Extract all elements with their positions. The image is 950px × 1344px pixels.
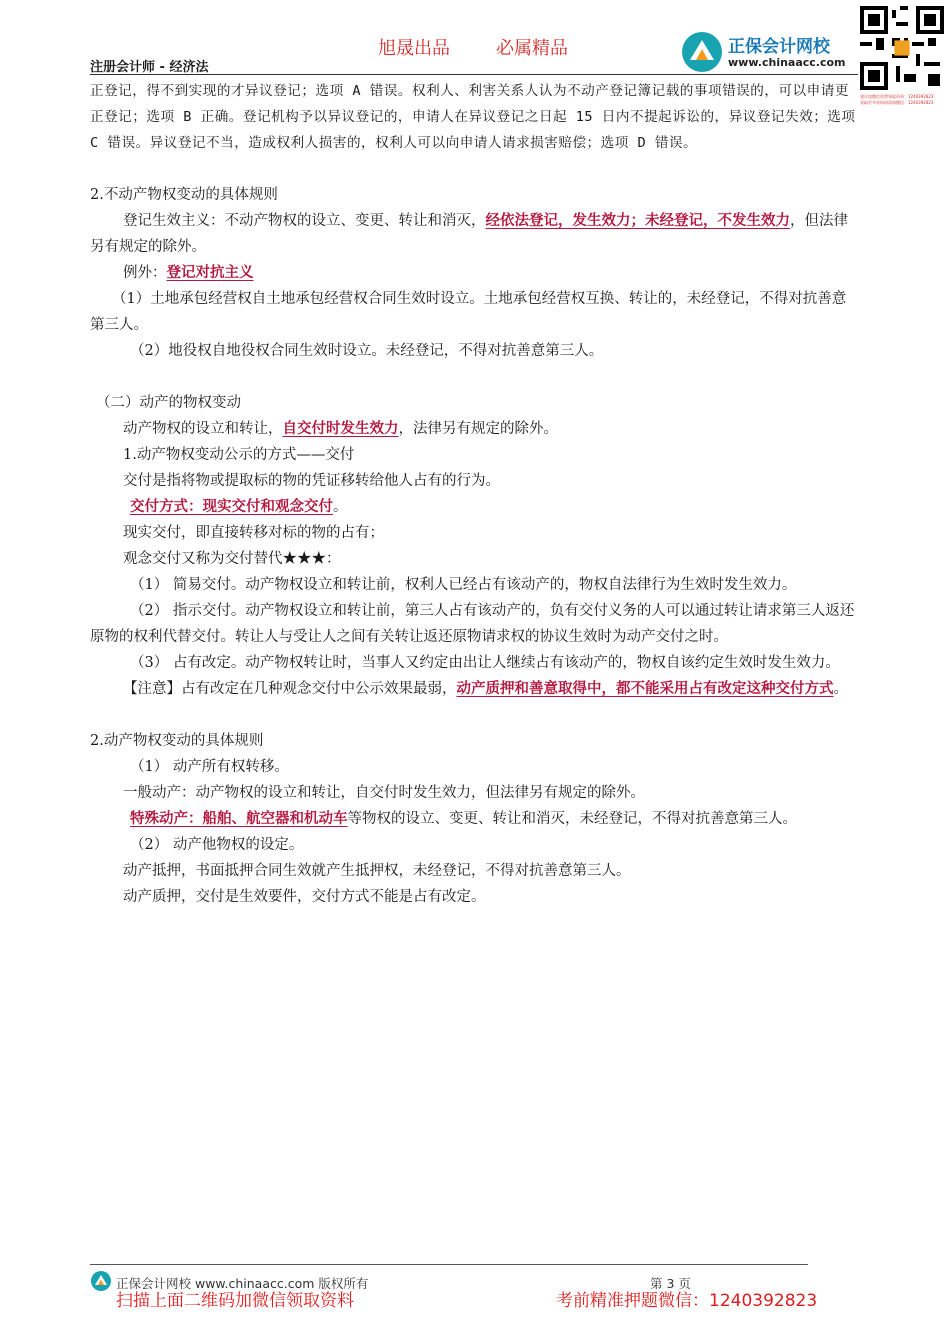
paragraph-exception: 例外：登记对抗主义 [123, 264, 254, 281]
paragraph-other-rights: （2） 动产他物权的设定。 [130, 837, 304, 853]
qr-code-icon[interactable] [860, 6, 944, 90]
highlight-special-movable: 特殊动产：船舶、航空器和机动车 [130, 810, 348, 827]
document-body [90, 78, 856, 910]
slogan-right: 必属精品 [496, 38, 568, 59]
brand-logo[interactable] [680, 30, 860, 74]
promo-wechat-left: 扫描上面二维码加微信领取资料 [116, 1291, 354, 1311]
paragraph-registration: 登记生效主义：不动产物权的设立、变更、转让和消灭，经依法登记，发生效力；未经登记，不发生效力，但法律另有规定的除外。 [90, 212, 848, 255]
paragraph-note: 【注意】占有改定在几种观念交付中公示效果最弱，动产质押和善意取得中，都不能采用占有改定这种交付方式。 [123, 680, 848, 697]
heading-publicity: 1.动产物权变动公示的方式——交付 [123, 447, 355, 463]
page-number: 第 3 页 [650, 1276, 691, 1291]
heading-immovable-rules: 2.不动产物权变动的具体规则 [90, 187, 278, 203]
promo-wechat-right: 考前精准押题微信：1240392823 [556, 1291, 818, 1311]
paragraph-special-movable: 特殊动产：船舶、航空器和机动车等物权的设立、变更、转让和消灭，未经登记，不得对抗善意第三人。 [130, 810, 797, 827]
footer-divider [90, 1264, 808, 1265]
paragraph-ownership-transfer: （1） 动产所有权转移。 [130, 759, 289, 775]
paragraph-general-movable: 一般动产：动产物权的设立和转让，自交付时发生效力，但法律另有规定的除外。 [123, 785, 645, 801]
logo-name: 正保会计网校 [728, 37, 830, 57]
paragraph-land-contract: （1）土地承包经营权自土地承包经营权合同生效时设立。土地承包经营权互换、转让的，未经登记，不得对抗善意第三人。 [90, 291, 847, 333]
slogan-left: 旭晟出品 [378, 38, 450, 59]
paragraph-easement: （2）地役权自地役权合同生效时设立。未经登记，不得对抗善意第三人。 [130, 343, 604, 359]
chinaacc-logo-icon [680, 30, 724, 74]
highlight-movable: 自交付时发生效力 [282, 420, 399, 437]
heading-movable: （二）动产的物权变动 [96, 395, 241, 411]
paragraph-simple-delivery: （1） 简易交付。动产物权设立和转让前，权利人已经占有该动产的，物权自法律行为生效时发生效力。 [130, 577, 797, 593]
paragraph-mortgage: 动产抵押，书面抵押合同生效就产生抵押权，未经登记，不得对抗善意第三人。 [123, 863, 631, 879]
highlight-registration: 经依法登记，发生效力；未经登记，不发生效力 [485, 212, 790, 229]
highlight-delivery-methods: 交付方式：现实交付和观念交付 [130, 498, 333, 515]
paragraph-notional-delivery: 观念交付又称为交付替代★★★： [123, 551, 341, 567]
highlight-exception: 登记对抗主义 [166, 264, 254, 281]
highlight-note: 动产质押和善意取得中，都不能采用占有改定这种交付方式 [456, 680, 834, 697]
paragraph-possession-change: （3） 占有改定。动产物权转让时，当事人又约定由出让人继续占有该动产的，物权自该约定生效时发生效力。 [130, 655, 840, 671]
header-divider [90, 74, 858, 75]
paragraph-pledge: 动产质押，交付是生效要件，交付方式不能是占有改定。 [123, 889, 486, 905]
footer-copyright: 正保会计网校 www.chinaacc.com 版权所有 [116, 1276, 369, 1291]
paragraph-delivery-methods: 交付方式：现实交付和观念交付。 [130, 498, 348, 515]
intro-paragraph: 正登记，得不到实现的才异议登记；选项 A 错误。权利人、利害关系人认为不动产登记簿记载的事项错误的，可以申请更正登记；选项 B 正确。登记机构予以异议登记的，申请人在异议登记之日起 15 日内不提起诉讼的，异议登记失效；选项 C 错误。异议登记不当，造成权利人损害的，权利人可以向申请人请求损害赔偿；选项 D 错误。 [90, 83, 856, 151]
side-contact-note: 建议加微信免费领取资料：1240392823 获取更多资料请添加微信：1240392823 [860, 94, 934, 105]
paragraph-movable: 动产物权的设立和转让，自交付时发生效力，法律另有规定的除外。 [123, 420, 558, 437]
heading-movable-rules: 2.动产物权变动的具体规则 [90, 733, 264, 749]
paragraph-actual-delivery: 现实交付，即直接转移对标的物的占有； [123, 525, 384, 541]
paragraph-delivery-definition: 交付是指将物或提取标的物的凭证移转给他人占有的行为。 [123, 473, 500, 489]
paragraph-instruction-delivery: （2） 指示交付。动产物权设立和转让前，第三人占有该动产的，负有交付义务的人可以通过转让请求第三人返还原物的权利代替交付。转让人与受让人之间有关转让返还原物请求权的协议生效时为动产交付之时。 [90, 603, 855, 645]
logo-url: www.chinaacc.com [728, 56, 846, 69]
footer-logo-icon [90, 1270, 112, 1292]
doc-title: 注册会计师 - 经济法 [90, 60, 209, 75]
